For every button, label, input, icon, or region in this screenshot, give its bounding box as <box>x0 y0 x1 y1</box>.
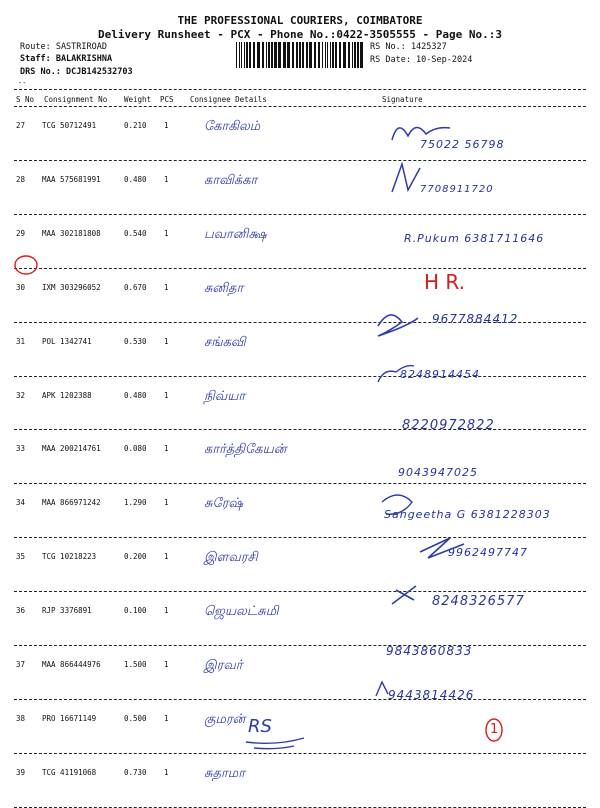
signature-scribble-36 <box>420 538 464 558</box>
col-weight: Weight <box>124 95 152 104</box>
row-signature: 9043947025 <box>398 466 478 479</box>
row-consignment-no: MAA 575681991 <box>42 174 101 184</box>
row-signature: 8220972822 <box>402 418 495 433</box>
row-signature: 7708911720 <box>420 184 494 195</box>
staff-label: Staff: BALAKRISHNA <box>20 54 113 64</box>
col-consignment: Consignment No <box>44 95 108 104</box>
red-circle-mark <box>15 256 37 274</box>
row-sno: 27 <box>16 121 26 130</box>
row-consignee-handwritten: காவிக்கா <box>204 172 258 188</box>
row-weight: 0.480 <box>124 390 147 400</box>
row-consignment-no: TCG 41191068 <box>42 767 97 777</box>
row-pcs: 1 <box>164 228 169 238</box>
row-signature: 8248914454 <box>400 368 480 381</box>
row-sno: 33 <box>16 444 26 454</box>
row-sno: 37 <box>16 660 26 669</box>
row-consignee-handwritten: சுதாமா <box>204 765 245 781</box>
row-sno: 28 <box>16 174 26 184</box>
row-consignment-no: TCG 10218223 <box>42 552 97 562</box>
document-title: THE PROFESSIONAL COURIERS, COIMBATORE <box>177 14 423 27</box>
row-consignment-no: MAA 302181808 <box>42 228 101 238</box>
row-consignment-no: TCG 50712491 <box>42 121 97 130</box>
mark-dashes: -- <box>18 79 27 87</box>
row-signature: Sangeetha G 6381228303 <box>384 508 551 521</box>
footer-initials: RS <box>248 716 272 737</box>
row-weight: 1.290 <box>124 498 147 508</box>
signature-scribble-37 <box>392 586 416 604</box>
row-weight: 0.530 <box>124 336 147 346</box>
row-sno: 36 <box>16 606 26 616</box>
row-consignee-handwritten: சுரேஷ் <box>204 496 243 512</box>
row-consignee-handwritten: சுனிதா <box>204 280 244 296</box>
row-signature: 75022 56798 <box>420 138 505 151</box>
row-weight: 0.670 <box>124 282 147 292</box>
row-signature: 9843860833 <box>386 644 473 658</box>
row-consignee-handwritten: குமரன் <box>204 711 246 727</box>
row-pcs: 1 <box>164 336 169 346</box>
row-pcs: 1 <box>164 660 169 669</box>
row-consignee-handwritten: இளவரசி <box>204 550 258 566</box>
row-weight: 1.500 <box>124 660 147 669</box>
signature-scribble-32 <box>378 366 414 382</box>
row-consignee-handwritten: ஜெயலட்சுமி <box>204 604 279 620</box>
document-subtitle: Delivery Runsheet - PCX - Phone No.:0422-3505555 - Page No.:3 <box>98 28 502 41</box>
row-sno: 30 <box>16 282 26 292</box>
row-consignment-no: MAA 200214761 <box>42 444 101 454</box>
row-pcs: 1 <box>164 282 169 292</box>
row-weight: 0.080 <box>124 444 147 454</box>
row-pcs: 1 <box>164 713 169 723</box>
row-consignee-handwritten: நிவ்யா <box>204 388 246 404</box>
row-sno: 39 <box>16 767 26 777</box>
signature-scribble-39 <box>376 682 388 696</box>
row-consignment-no: APK 1202388 <box>42 390 92 400</box>
drs-number: DRS No.: DCJB142532703 <box>20 67 133 77</box>
row-pcs: 1 <box>164 552 169 562</box>
row-consignment-no: MAA 866444976 <box>42 660 101 669</box>
signature-scribble-31 <box>378 315 418 336</box>
row-weight: 0.200 <box>124 552 147 562</box>
row-sno: 32 <box>16 390 26 400</box>
red-page-mark: 1 <box>490 722 499 737</box>
row-pcs: 1 <box>164 498 169 508</box>
footer-initials-underline <box>246 738 304 749</box>
row-pcs: 1 <box>164 444 169 454</box>
row-pcs: 1 <box>164 174 169 184</box>
signature-scribble-28 <box>392 164 420 192</box>
row-signature: 9443814426 <box>388 688 475 702</box>
row-weight: 0.730 <box>124 767 147 777</box>
row-consignment-no: IXM 303296052 <box>42 282 101 292</box>
row-sno: 31 <box>16 336 26 346</box>
rs-date: RS Date: 10-Sep-2024 <box>370 55 473 65</box>
row-consignee-handwritten: கார்த்திகேயன் <box>204 442 287 458</box>
row-sno: 29 <box>16 228 26 238</box>
row-signature: 9962497747 <box>448 546 528 559</box>
col-pcs: PCS <box>160 95 174 104</box>
col-sno: S No <box>16 95 35 104</box>
row-weight: 0.540 <box>124 228 147 238</box>
signature-scribble-27 <box>392 127 450 140</box>
row-weight: 0.100 <box>124 606 147 616</box>
row-signature: R.Pukum 6381711646 <box>404 232 545 245</box>
row-consignee-handwritten: பவானிக்ஷ <box>204 226 267 242</box>
row-pcs: 1 <box>164 390 169 400</box>
row-pcs: 1 <box>164 606 169 616</box>
col-signature: Signature <box>382 95 423 104</box>
row-consignment-no: POL 1342741 <box>42 336 92 346</box>
row-weight: 0.210 <box>124 121 147 130</box>
row-consignment-no: PRO 16671149 <box>42 713 97 723</box>
row-pcs: 1 <box>164 767 169 777</box>
rs-number: RS No.: 1425327 <box>370 42 447 52</box>
row-signature: 8248326577 <box>432 594 525 609</box>
signature-scribble-35 <box>382 495 412 514</box>
route-label: Route: SASTRIROAD <box>20 42 107 52</box>
row-consignee-handwritten: கோகிலம் <box>204 119 261 134</box>
row-signature: 9677884412 <box>432 312 519 326</box>
row-signature-red: H R. <box>424 270 465 294</box>
row-sno: 38 <box>16 713 26 723</box>
row-consignment-no: MAA 866971242 <box>42 498 101 508</box>
row-weight: 0.500 <box>124 713 147 723</box>
row-consignee-handwritten: சங்கவி <box>204 334 246 350</box>
row-weight: 0.480 <box>124 174 147 184</box>
col-consignee: Consignee Details <box>190 95 267 104</box>
row-pcs: 1 <box>164 121 169 130</box>
row-sno: 35 <box>16 552 26 562</box>
row-sno: 34 <box>16 498 26 508</box>
row-consignee-handwritten: இரவர் <box>204 658 243 673</box>
row-consignment-no: RJP 3376891 <box>42 606 92 616</box>
